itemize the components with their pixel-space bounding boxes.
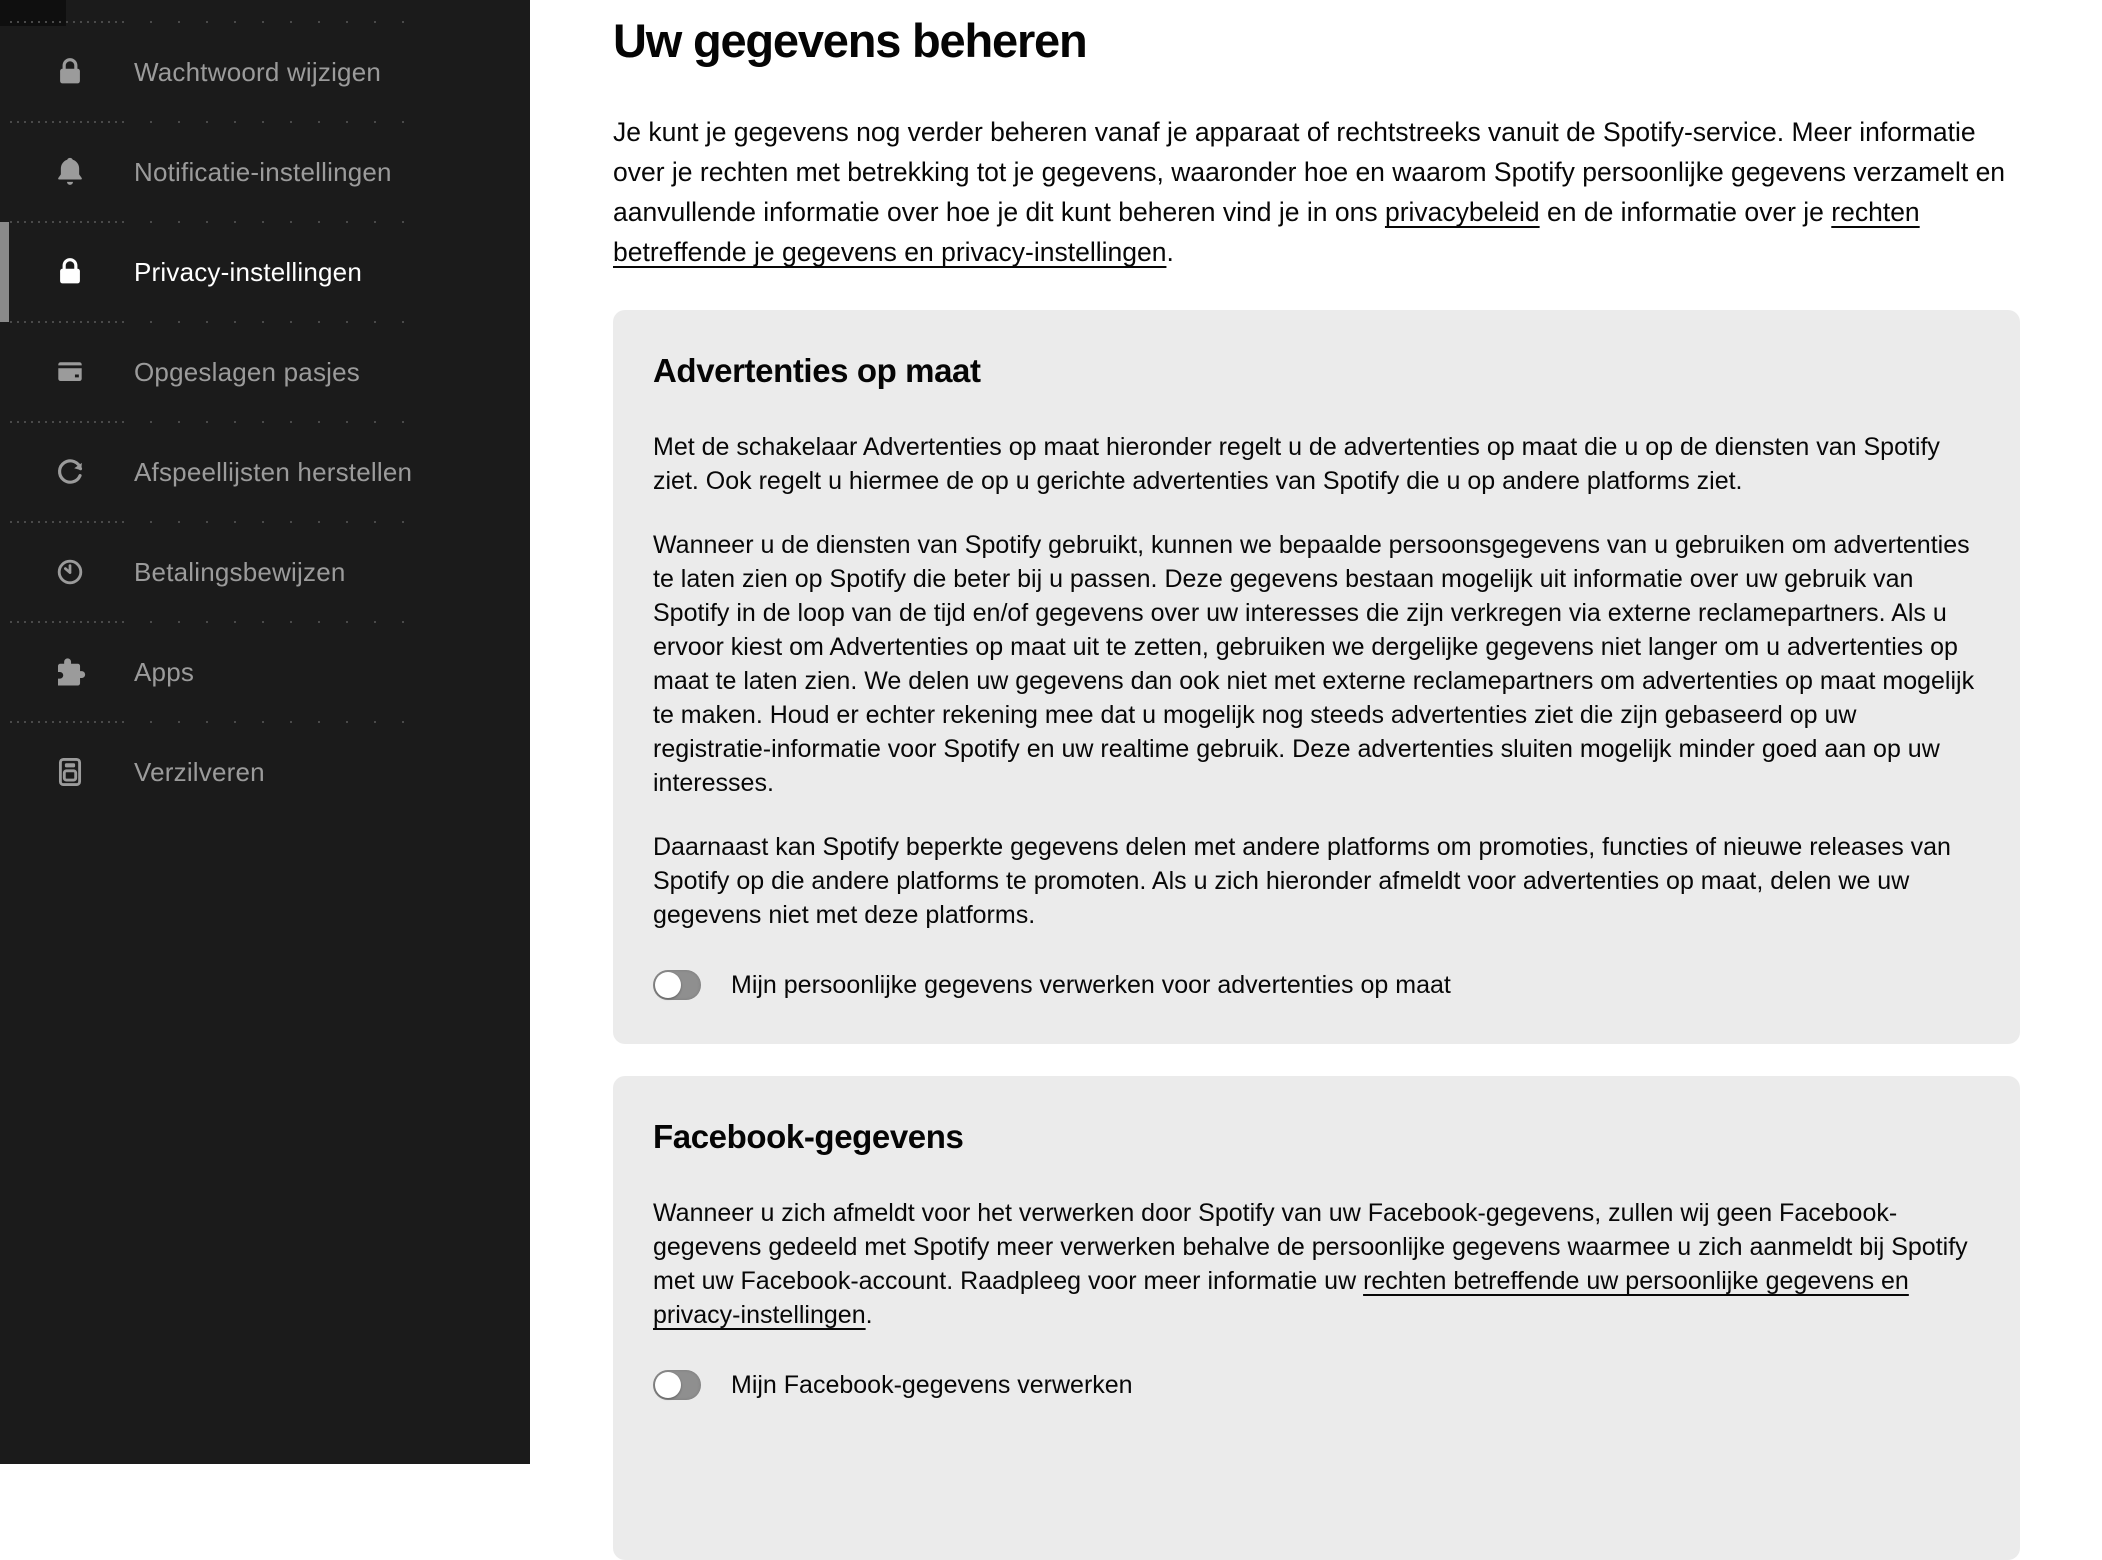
card-advertenties-op-maat: [613, 310, 2020, 1044]
card-body: [653, 430, 1980, 932]
sidebar-item-afspeellijsten-herstellen[interactable]: [0, 422, 530, 522]
toggle-label: Mijn persoonlijke gegevens verwerken voor advertenties op maat: [731, 970, 1451, 999]
sidebar-item-label: Notificatie-instellingen: [134, 156, 392, 187]
sidebar-item-label: Betalingsbewijzen: [134, 556, 346, 587]
card-title: Facebook-gegevens: [653, 1118, 964, 1155]
sidebar-item-label: Apps: [134, 656, 195, 687]
lock-icon: [52, 254, 88, 290]
card-paragraph: Wanneer u de diensten van Spotify gebruikt, kunnen we bepaalde persoonsgegevens van u gebruiken om advertenties te laten zien op Spotify die beter bij u passen. Deze gegevens bestaan mogelijk uit informatie over uw gebruik van Spotify in de loop van de tijd en/of gegevens over uw interesses die zijn verkregen via externe reclamepartners. Als u ervoor kiest om Advertenties op maat uit te zetten, gebruiken we dergelijke gegevens niet langer om u advertenties op maat te laten zien. We delen uw gegevens dan ook niet met externe reclamepartners om advertenties op maat mogelijk te maken. Houd er echter rekening mee dat u mogelijk nog steeds advertenties ziet die zijn gebaseerd op uw registratie-informatie voor Spotify en uw realtime gebruik. Deze advertenties sluiten mogelijk minder goed aan op uw interesses.: [653, 531, 1975, 797]
sidebar-item-label: Wachtwoord wijzigen: [134, 56, 382, 87]
sidebar-item-label: Verzilveren: [134, 756, 265, 787]
bell-icon: [52, 154, 88, 190]
sidebar-item-label: Privacy-instellingen: [134, 256, 362, 287]
card-title: Advertenties op maat: [653, 352, 981, 389]
clock-icon: [52, 554, 88, 590]
credit-card-icon: [52, 354, 88, 390]
puzzle-icon: [52, 654, 88, 690]
intro-paragraph: Je kunt je gegevens nog verder beheren vanaf je apparaat of rechtstreeks vanuit de Spotify-service. Meer informatie over je rechten met betrekking tot je gegevens, waaronder hoe en waarom Spotify persoonlijke gegevens verzamelt en aanvullende informatie over hoe je dit kunt beheren vind je in ons privacybeleid en de informatie over je rechten betreffende je gegevens en privacy-instellingen.: [613, 117, 2006, 267]
sidebar-item-label: Opgeslagen pasjes: [134, 356, 360, 387]
restore-icon: [52, 454, 88, 490]
sidebar-item-privacy-instellingen[interactable]: [0, 222, 530, 322]
sidebar-item-wachtwoord-wijzigen[interactable]: [0, 22, 530, 122]
card-paragraph: Daarnaast kan Spotify beperkte gegevens delen met andere platforms om promoties, functies of nieuwe releases van Spotify op die andere platforms te promoten. Als u zich hieronder afmeldt voor advertenties op maat, delen we uw gegevens niet met deze platforms.: [653, 833, 1951, 929]
sidebar-item-opgeslagen-pasjes[interactable]: [0, 322, 530, 422]
toggle-knob: [655, 972, 681, 998]
toggle-row: [653, 1370, 1980, 1400]
inline-link[interactable]: privacybeleid: [1384, 197, 1540, 227]
toggle-knob: [655, 1372, 681, 1398]
inline-link[interactable]: rechten betreffende uw persoonlijke gegevens en privacy-instellingen: [653, 1267, 1909, 1329]
card-paragraph: Met de schakelaar Advertenties op maat hieronder regelt u de advertenties op maat die u op de diensten van Spotify ziet. Ook regelt u hiermee de op u gerichte advertenties van Spotify die u op andere platforms ziet.: [653, 433, 1940, 495]
sidebar-item-verzilveren[interactable]: [0, 722, 530, 822]
toggle-row: [653, 970, 1980, 1000]
sidebar-item-label: Afspeellijsten herstellen: [134, 456, 413, 487]
main-content: [530, 0, 2102, 1464]
settings-sidebar: [0, 0, 530, 1464]
toggle-advertenties-op-maat[interactable]: [653, 970, 701, 1000]
sidebar-item-betalingsbewijzen[interactable]: [0, 522, 530, 622]
card-facebook-gegevens: [613, 1076, 2020, 1560]
lock-icon: [52, 54, 88, 90]
card-paragraph: Wanneer u zich afmeldt voor het verwerken door Spotify van uw Facebook-gegevens, zullen wij geen Facebook-gegevens gedeeld met Spotify meer verwerken behalve de persoonlijke gegevens waarmee u zich aanmeldt bij Spotify met uw Facebook-account. Raadpleeg voor meer informatie uw rechten betreffende uw persoonlijke gegevens en privacy-instellingen.: [653, 1199, 1968, 1329]
sidebar-item-notificatie-instellingen[interactable]: [0, 122, 530, 222]
toggle-facebook-gegevens[interactable]: [653, 1370, 701, 1400]
card-body: [653, 1196, 1980, 1332]
redeem-card-icon: [52, 754, 88, 790]
inline-link[interactable]: rechten betreffende je gegevens en privacy-instellingen: [613, 197, 1920, 267]
cards-container: [613, 310, 2020, 1560]
page-title: Uw gegevens beheren: [613, 14, 1087, 67]
toggle-label: Mijn Facebook-gegevens verwerken: [731, 1370, 1133, 1399]
sidebar-item-apps[interactable]: [0, 622, 530, 722]
sidebar-nav: [0, 0, 530, 822]
